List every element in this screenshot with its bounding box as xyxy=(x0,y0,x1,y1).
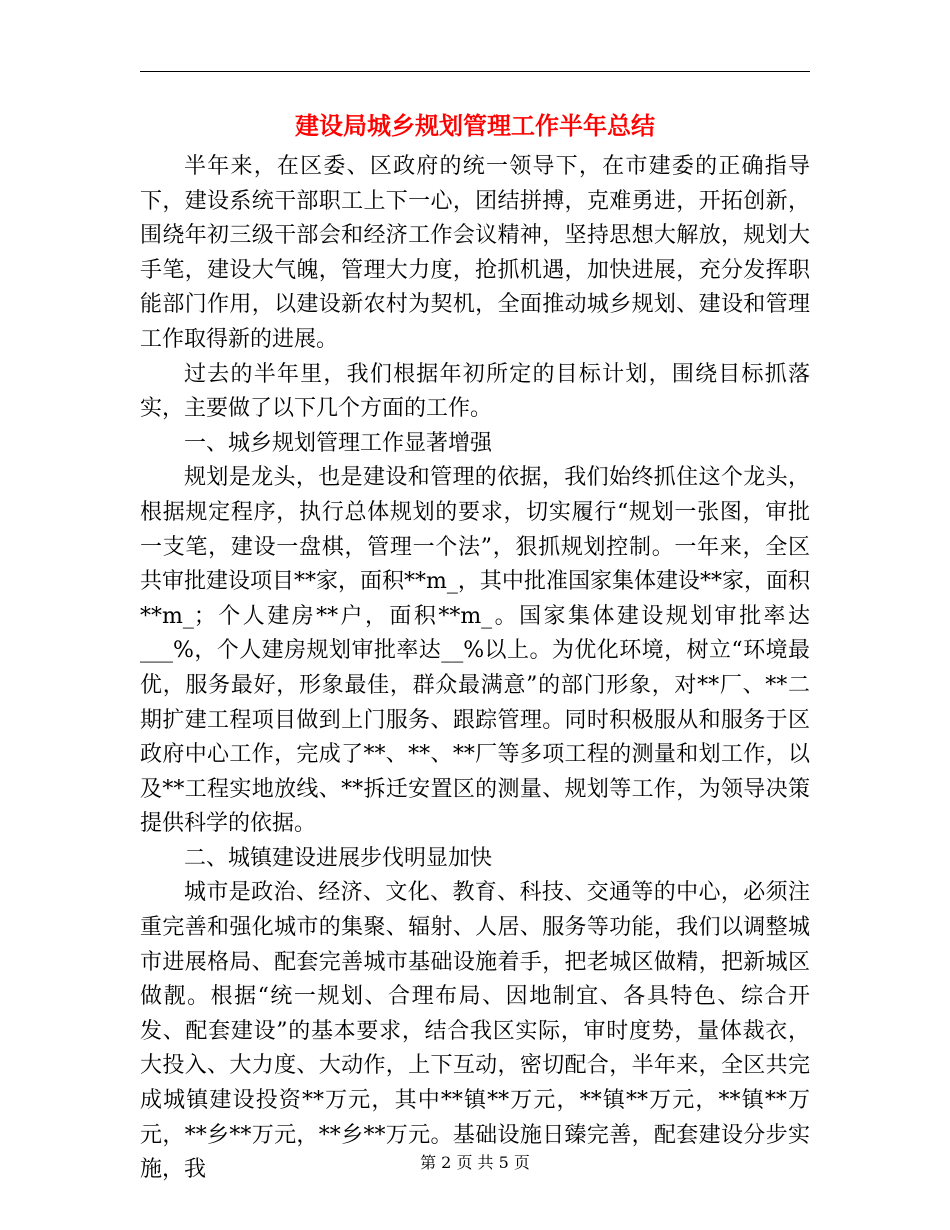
paragraph-planning: 规划是龙头，也是建设和管理的依据，我们始终抓住这个龙头，根据规定程序，执行总体规划的要求，切实履行“规划一张图，审批一支笔，建设一盘棋，管理一个法”，狠抓规划控制。一年来，全区共审批建设项目**家，面积**m_，其中批准国家集体建设**家，面积**m_；个人建房**户，面积**m_。国家集体建设规划审批率达___%，个人建房规划审批率达__%以上。为优化环境，树立“环境最优，服务最好，形象最佳，群众最满意”的部门形象，对**厂、**二期扩建工程项目做到上门服务、跟踪管理。同时积极服从和服务于区政府中心工作，完成了**、**、**厂等多项工程的测量和划工作，以及**工程实地放线、**拆迁安置区的测量、规划等工作，为领导决策提供科学的依据。 xyxy=(140,465,810,837)
header-rule xyxy=(140,71,810,72)
document-body xyxy=(140,150,810,1188)
page-number: 第 2 页 共 5 页 xyxy=(420,1153,530,1172)
paragraph-construction: 城市是政治、经济、文化、教育、科技、交通等的中心，必须注重完善和强化城市的集聚、辐射、人居、服务等功能，我们以调整城市进展格局、配套完善城市基础设施着手，把老城区做精，把新城区做靓。根据“统一规划、合理布局、因地制宜、各具特色、综合开发、配套建设”的基本要求，结合我区实际，审时度势，量体裁衣，大投入、大力度、大动作，上下互动，密切配合，半年来，全区共完成城镇建设投资**万元，其中**镇**万元，**镇**万元，**镇**万元，**乡**万元，**乡**万元。基础设施日臻完善，配套建设分步实施，我 xyxy=(140,880,810,1183)
document-title: 建设局城乡规划管理工作半年总结 xyxy=(295,111,655,140)
section-heading-2: 二、城镇建设进展步伐明显加快 xyxy=(184,845,493,871)
paragraph-intro: 半年来，在区委、区政府的统一领导下，在市建委的正确指导下，建设系统干部职工上下一心，团结拼搏，克难勇进，开拓创新，围绕年初三级干部会和经济工作会议精神，坚持思想大解放，规划大手笔，建设大气魄，管理大力度，抢抓机遇，加快进展，充分发挥职能部门作用，以建设新农村为契机，全面推动城乡规划、建设和管理工作取得新的进展。 xyxy=(140,154,810,352)
section-heading-1: 一、城乡规划管理工作显著增强 xyxy=(184,430,493,456)
paragraph-overview: 过去的半年里，我们根据年初所定的目标计划，围绕目标抓落实，主要做了以下几个方面的工作。 xyxy=(140,361,810,422)
